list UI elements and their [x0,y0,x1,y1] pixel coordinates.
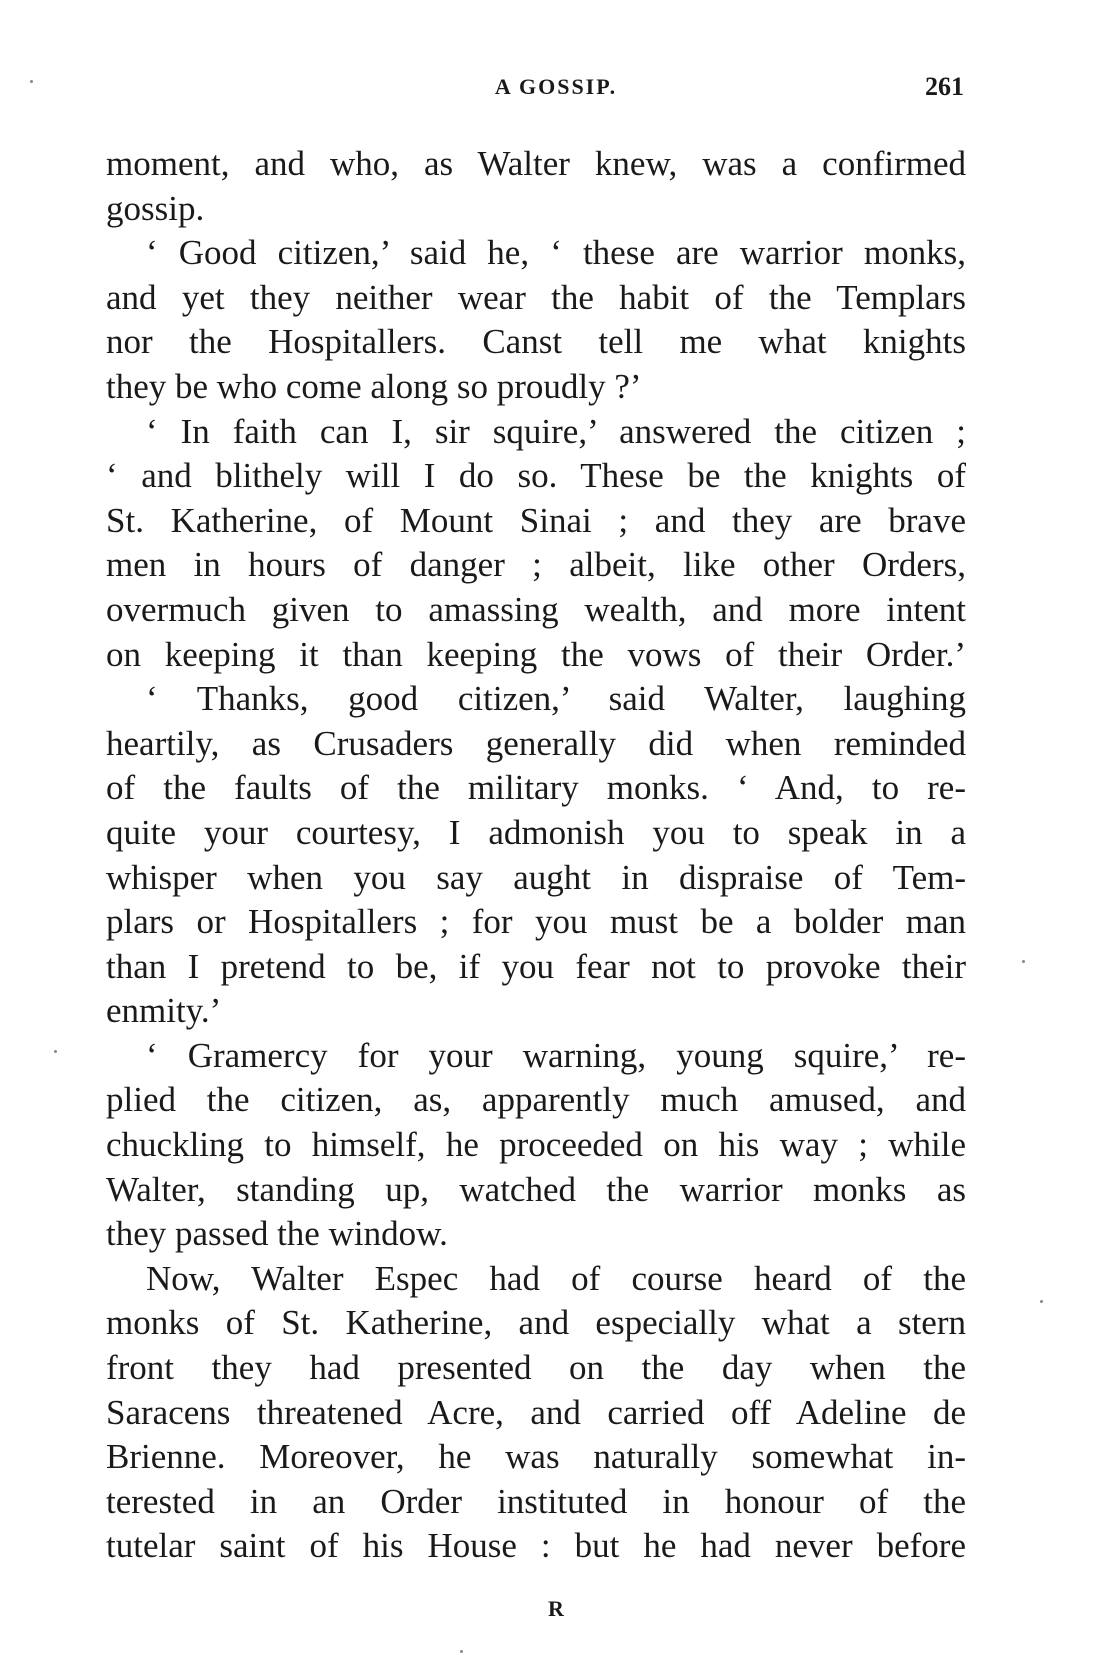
text-line: of the faults of the military monks. ‘ And, to re- [106,768,966,808]
text-line: terested in an Order instituted in honour of the [106,1481,966,1521]
text-line: gossip. [106,188,205,228]
scan-speck [54,1050,57,1053]
text-line: chuckling to himself, he proceeded on his way ; while [106,1125,966,1165]
signature-mark: R [548,1596,564,1621]
text-line: enmity.’ [106,991,222,1031]
scan-speck [460,1650,463,1653]
text-line: Now, Walter Espec had of course heard of the [146,1258,966,1298]
text-line: monks of St. Katherine, and especially what a stern [106,1303,966,1343]
text-line: quite your courtesy, I admonish you to speak in a [106,812,966,852]
text-line: St. Katherine, of Mount Sinai ; and they are brave [106,500,966,540]
text-line: plied the citizen, as, apparently much amused, and [106,1080,966,1120]
text-line: Saracens threatened Acre, and carried off Adeline de [106,1392,966,1432]
text-line: on keeping it than keeping the vows of their Order.’ [106,634,966,674]
scan-speck [1040,1300,1043,1303]
text-line: they be who come along so proudly ?’ [106,366,642,406]
text-line: Brienne. Moreover, he was naturally somewhat in- [106,1437,966,1477]
text-line: ‘ In faith can I, sir squire,’ answered the citizen ; [146,411,966,451]
text-line: men in hours of danger ; albeit, like other Orders, [106,545,966,585]
text-line: they passed the window. [106,1214,448,1254]
text-line: ‘ Gramercy for your warning, young squire,’ re- [146,1035,966,1075]
text-line: plars or Hospitallers ; for you must be a bolder man [106,902,966,942]
running-title: A GOSSIP. [494,74,618,99]
text-line: than I pretend to be, if you fear not to provoke their [106,946,966,986]
running-head [0,72,1112,106]
page-number: 261 [925,72,964,101]
text-line: front they had presented on the day when the [106,1348,966,1388]
text-line: whisper when you say aught in dispraise of Tem- [106,857,966,897]
text-line: heartily, as Crusaders generally did when reminded [106,723,966,763]
text-line: ‘ Good citizen,’ said he, ‘ these are warrior monks, [146,233,966,273]
text-line: overmuch given to amassing wealth, and more intent [106,589,966,629]
scan-speck [30,80,33,83]
body-text [106,142,966,1569]
text-line: ‘ Thanks, good citizen,’ said Walter, laughing [146,679,966,719]
text-line: nor the Hospitallers. Canst tell me what knights [106,322,966,362]
text-line: tutelar saint of his House : but he had never before [106,1526,966,1566]
text-line: moment, and who, as Walter knew, was a confirmed [106,144,966,183]
text-line: and yet they neither wear the habit of the Templars [106,277,966,317]
text-line: ‘ and blithely will I do so. These be the knights of [106,456,966,496]
text-line: Walter, standing up, watched the warrior monks as [106,1169,966,1209]
scan-speck [1022,960,1025,963]
